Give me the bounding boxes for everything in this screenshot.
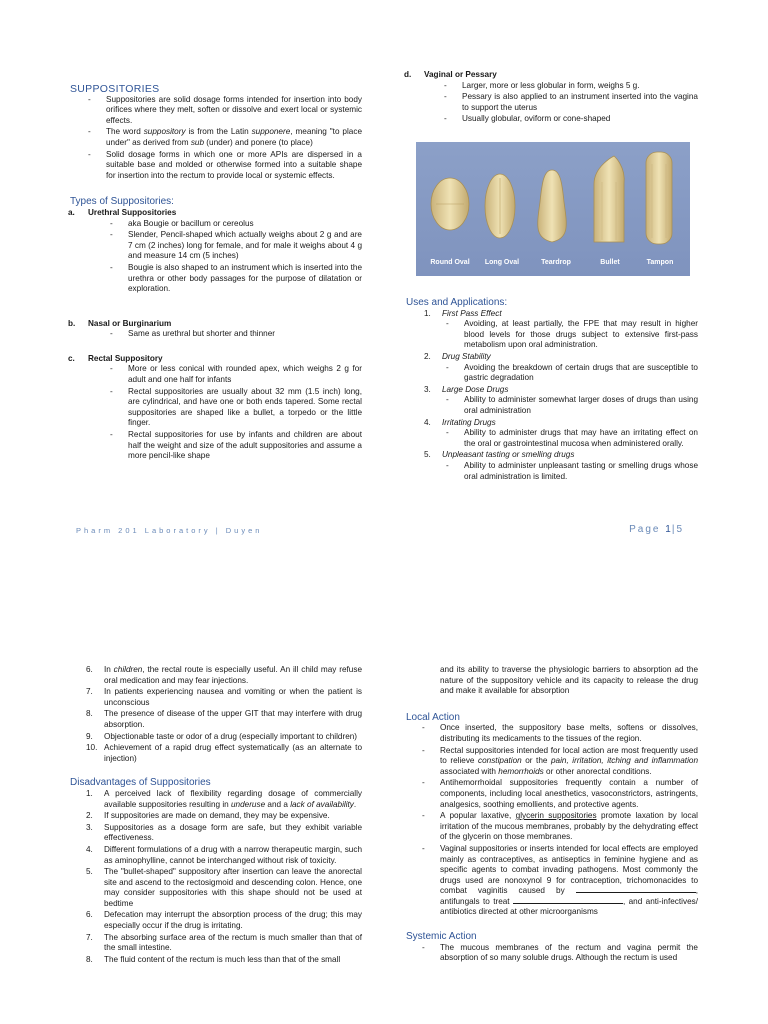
figure-label: Teardrop [541,259,571,266]
page-gap [0,548,768,652]
list-item: 7. In patients experiencing nausea and vomiting or when the patient is unconscious [86,687,362,707]
type-letter: c. [68,353,75,363]
list-item: - Usually globular, oviform or cone-shaped [462,114,698,125]
continued-paragraph: and its ability to traverse the physiologic barriers to absorption ad the nature of the suppository vehicle and its capacity to release the drug and make it available for absorption [440,665,698,696]
page2-right-column [406,665,698,965]
list-item: 2. If suppositories are made on demand, they may be expensive. [86,811,330,821]
figure-label: Tampon [646,259,674,266]
list-item: 4. Different formulations of a drug with a narrow therapeutic margin, such as aminophylline, cannot be interchanged without risk of toxicity. [86,844,362,865]
page1-left-column [70,84,362,463]
teardrop-shape-icon [538,170,567,242]
list-item: - Rectal suppositories for use by infants and children are about half the weight and size of the adult suppositories and assume a more pencil-like shape [128,430,362,462]
type-vaginal [406,70,698,125]
type-items [70,329,362,340]
local-action-heading: Local Action [406,711,460,723]
list-item: 1. A perceived lack of flexibility regarding dosage of commercially available suppositories resulting in underuse and a lack of availability. [86,788,362,809]
uses-section [406,298,698,483]
list-item: - Antihemorrhoidal suppositories frequently contain a number of components, including local anesthetics, vasoconstrictors, astringents, analgesics, soothing emollients, and protective agents. [440,778,698,810]
page-title: SUPPOSITORIES [70,83,160,95]
list-item: - Rectal suppositories are usually about 32 mm (1.5 inch) long, are cylindrical, and have one or both ends tapered. Some rectal suppositories are shaped like a bullet, a torpedo or the little finger. [128,387,362,429]
uses-heading: Uses and Applications: [406,297,508,308]
intro-list [70,95,362,182]
suppository-shapes-illustration [416,142,690,276]
list-item: 8. The presence of disease of the upper GIT that may interfere with drug absorption. [86,709,362,729]
page1-right-column [406,70,698,126]
fill-blank [513,903,623,904]
intro-item: - The word suppository is from the Latin supponere, meaning "to place under" as derived from sub (under) and ponere (to place) [106,127,362,148]
list-item: 8. The fluid content of the rectum is much less than that of the small [86,954,341,964]
type-name: Vaginal or Pessary [424,70,497,79]
figure-label: Bullet [600,259,620,266]
list-item: 2. Drug Stability - Avoiding the breakdown of certain drugs that are susceptible to gastric degradation [442,352,698,384]
figure-label: Long Oval [484,259,520,266]
page2-left-column [70,665,362,966]
systemic-action-heading: Systemic Action [406,931,477,943]
list-item: - A popular laxative, glycerin suppositories promote laxation by local irritation of the mucous membranes, probably by the dehydrating effect of the glycerin on those membranes. [440,811,698,843]
type-items [406,81,698,125]
type-nasal [70,319,362,340]
list-item: 7. The absorbing surface area of the rectum is much smaller than that of the small intestine. [86,932,362,953]
type-items [70,219,362,295]
suppository-shapes-figure [416,142,690,276]
list-item: - Vaginal suppositories or inserts intended for local effects are employed mainly as contraceptives, as antiseptics in feminine hygiene and as specific agents to combat invading pathogens. Most commonly the drugs used are nonoxynol 9 for contraception, trichomonacides to combat vaginitis caused by , antifungals to treat , and anti-infectives/ antibiotics directed at other microorganisms [440,844,698,918]
list-item: 4. Irritating Drugs - Ability to administer drugs that may have an irritating effect on the oral or gastrointestinal mucosa when administered orally. [442,418,698,450]
list-item: 3. Suppositories as a dosage form are safe, but they exhibit variable effectiveness. [86,822,362,843]
list-item: - aka Bougie or bacillum or cereolus [128,219,362,230]
footer-page-number: Page 1|5 [629,524,684,535]
bullet-shape-icon [594,156,624,242]
list-item: - The mucous membranes of the rectum and vagina permit the absorption of so many soluble drugs. Although the rectum is used [440,943,698,964]
intro-item: - Solid dosage forms in which one or more APIs are dispersed in a suitable base and molded or otherwise formed into a suitable shape for insertion into the rectum to provide local or systemic effects. [106,150,362,182]
type-rectal [70,354,362,462]
tampon-shape-icon [646,152,672,244]
type-name: Nasal or Burginarium [88,318,172,328]
list-item: 6. In children, the rectal route is especially useful. An ill child may refuse oral medication and may fear injections. [86,665,362,685]
list-item: 5. Unpleasant tasting or smelling drugs - Ability to administer unpleasant tasting or smelling drugs whose oral administration is limited. [442,450,698,482]
list-item: - Once inserted, the suppository base melts, softens or dissolves, distributing its medicaments to the tissues of the region. [440,723,698,744]
list-item: - Larger, more or less globular in form, weighs 5 g. [462,81,698,92]
type-letter: d. [404,70,412,79]
disadvantages-list [70,789,362,966]
type-letter: a. [68,207,75,217]
document-page-2 [0,652,768,1024]
footer-course: Pharm 201 Laboratory | Duyen [76,526,263,535]
list-item: 9. Objectionable taste or odor of a drug (especially important to children) [86,731,358,741]
list-item: - Slender, Pencil-shaped which actually weighs about 2 g and are 7 cm (2 inches) long for female, and for male it weighs about 4 g and measure 14 cm (5 inches) [128,230,362,262]
uses-list [406,309,698,483]
list-item: 5. The "bullet-shaped" suppository after insertion can leave the anorectal site and ascend to the rectosigmoid and descending colon. Hence, one may consider suppositories with this shape should not be used at bedtime [86,867,362,908]
local-action-list [406,723,698,918]
list-item: - Same as urethral but shorter and thinner [128,329,362,340]
types-heading: Types of Suppositories: [70,196,174,208]
disadvantages-heading: Disadvantages of Suppositories [70,777,211,789]
figure-label: Round Oval [430,259,470,266]
list-item: 10. Achievement of a rapid drug effect systematically (as an alternate to injection) [86,743,362,763]
type-letter: b. [68,318,76,328]
type-name: Urethral Suppositories [88,207,177,217]
list-item: - Bougie is also shaped to an instrument which is inserted into the urethra or other body passages for the purpose of dilatation or exploration. [128,263,362,295]
type-urethral [70,208,362,295]
list-item: - More or less conical with rounded apex, which weighs 2 g for adult and one half for infants [128,364,362,385]
list-item: 6. Defecation may interrupt the absorption process of the drug; this may especially occur if the drug is irritating. [86,910,362,931]
list-item: - Rectal suppositories intended for local action are most frequently used to relieve constipation or the pain, irritation, itching and inflammation associated with hemorrhoids or other anorectal conditions. [440,746,698,778]
systemic-action-list [406,943,698,964]
type-name: Rectal Suppository [88,353,163,363]
list-item: 3. Large Dose Drugs - Ability to administer somewhat larger doses of drugs than using oral administration [442,385,698,417]
intro-item: - Suppositories are solid dosage forms intended for insertion into body orifices where they melt, soften or dissolve and exert local or systemic effects. [106,95,362,127]
uses-list-continued [70,665,362,764]
fill-blank [576,892,696,893]
type-items [70,364,362,461]
list-item: 1. First Pass Effect - Avoiding, at least partially, the FPE that may result in higher blood levels for those drugs subject to extensive first-pass metabolism upon oral administration. [442,309,698,351]
list-item: - Pessary is also applied to an instrument inserted into the vagina to support the uterus [462,92,698,113]
